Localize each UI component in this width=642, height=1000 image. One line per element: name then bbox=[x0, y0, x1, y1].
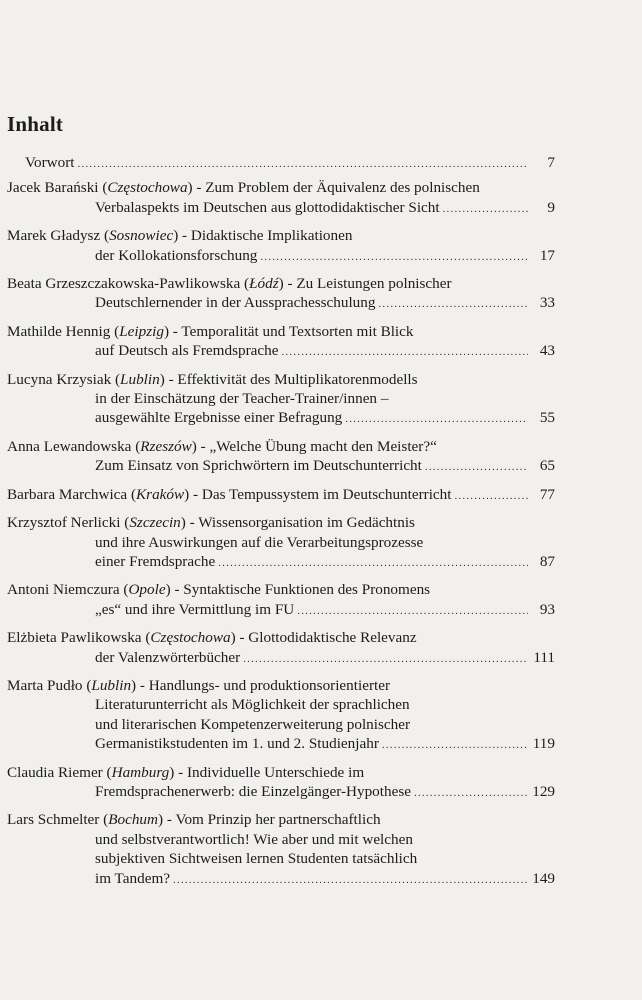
entry-title-line: und literarischen Kompetenzerweiterung polnischer bbox=[95, 715, 411, 733]
toc-line bbox=[7, 178, 555, 197]
page-number: 9 bbox=[547, 198, 555, 216]
entry-title-line: der Valenzwörterbücher bbox=[95, 648, 241, 666]
entry-title-line: - Individuelle Unterschiede im bbox=[178, 763, 365, 781]
author-city: Częstochowa bbox=[150, 629, 231, 647]
entry-title-line: - Das Tempussystem im Deutschunterricht bbox=[193, 485, 452, 503]
page-number: 87 bbox=[539, 552, 555, 570]
page-number: 93 bbox=[539, 600, 555, 618]
toc-line bbox=[7, 153, 555, 174]
author-name: Lucyna Krzysiak bbox=[7, 370, 112, 388]
page-number: 7 bbox=[547, 154, 555, 171]
author-name: Marta Pudło bbox=[7, 676, 83, 694]
dot-leader bbox=[78, 155, 529, 174]
toc-line bbox=[7, 274, 555, 293]
dot-leader bbox=[414, 784, 528, 803]
toc-line bbox=[7, 734, 555, 755]
toc-line bbox=[7, 676, 555, 695]
author-city: Częstochowa bbox=[107, 179, 188, 197]
author-name: Barbara Marchwica bbox=[7, 485, 128, 503]
author-name: Mathilde Hennig bbox=[7, 322, 111, 340]
entry-title-line: im Tandem? bbox=[95, 869, 170, 887]
entry-title-line: Zum Einsatz von Sprichwörtern im Deutschunterricht bbox=[95, 457, 422, 475]
author-city: Lublin bbox=[120, 370, 160, 388]
toc-line bbox=[7, 370, 555, 389]
entry-title-line: und selbstverantwortlich! Wie aber und mit welchen bbox=[95, 830, 413, 848]
entry-title-line: ausgewählte Ergebnisse einer Befragung bbox=[95, 409, 343, 427]
dot-leader bbox=[378, 295, 528, 314]
toc-line bbox=[7, 408, 555, 429]
entry-heading: Marta Pudło (Lublin) - Handlungs- und produktionsorientierter bbox=[7, 676, 391, 694]
page-number: 55 bbox=[539, 409, 555, 427]
toc-line bbox=[7, 869, 555, 890]
entry-title-line: - Handlungs- und produktionsorientierter bbox=[139, 676, 391, 694]
author-city: Sosnowiec bbox=[109, 227, 174, 245]
page-number: 111 bbox=[533, 648, 555, 666]
author-name: Jacek Barański bbox=[7, 179, 99, 197]
author-city: Leipzig bbox=[119, 322, 164, 340]
toc-line bbox=[7, 322, 555, 341]
page-number: 119 bbox=[532, 735, 555, 753]
toc-line bbox=[7, 513, 555, 532]
dot-leader bbox=[443, 200, 528, 219]
entry-heading: Jacek Barański (Częstochowa) - Zum Problem der Äquivalenz des polnischen bbox=[7, 179, 480, 197]
entry-title-line: - „Welche Übung macht den Meister?“ bbox=[200, 437, 437, 455]
entry-heading: Lucyna Krzysiak (Lublin) - Effektivität des Multiplikatorenmodells bbox=[7, 370, 418, 388]
dot-leader bbox=[297, 602, 528, 621]
dot-leader bbox=[345, 410, 528, 429]
author-city: Lublin bbox=[91, 676, 132, 694]
author-name: Beata Grzeszczakowska-Pawlikowska bbox=[7, 275, 241, 293]
toc-line bbox=[7, 600, 555, 621]
author-name: Marek Gładysz bbox=[7, 227, 101, 245]
page-title: Inhalt bbox=[7, 112, 64, 136]
author-name: Krzysztof Nerlicki bbox=[7, 514, 121, 532]
toc-line bbox=[7, 293, 555, 314]
author-city: Kraków bbox=[136, 485, 185, 503]
toc-line bbox=[7, 763, 555, 782]
toc-line bbox=[7, 226, 555, 245]
author-city: Łódź bbox=[249, 275, 279, 293]
entry-heading: Marek Gładysz (Sosnowiec) - Didaktische Implikationen bbox=[7, 227, 353, 245]
entry-heading: Mathilde Hennig (Leipzig) - Temporalität und Textsorten mit Blick bbox=[7, 322, 414, 340]
toc-entry bbox=[7, 274, 555, 315]
toc-entry bbox=[7, 513, 555, 573]
toc-line bbox=[7, 849, 555, 868]
author-city: Bochum bbox=[108, 811, 158, 829]
page-number: 65 bbox=[539, 457, 555, 475]
entry-heading: Lars Schmelter (Bochum) - Vom Prinzip her partnerschaftlich bbox=[7, 811, 381, 829]
toc-entry bbox=[7, 676, 555, 756]
entry-title-line: einer Fremdsprache bbox=[95, 552, 216, 570]
author-city: Szczecin bbox=[129, 514, 181, 532]
entry-heading: Barbara Marchwica (Kraków) - Das Tempussystem im Deutschunterricht bbox=[7, 485, 452, 503]
toc-line bbox=[7, 695, 555, 714]
entry-title-line: - Zu Leistungen polnischer bbox=[287, 275, 452, 293]
dot-leader bbox=[382, 736, 528, 755]
dot-leader bbox=[454, 487, 528, 506]
toc-line bbox=[7, 552, 555, 573]
toc-entry bbox=[7, 437, 555, 478]
toc-line bbox=[7, 533, 555, 552]
dot-leader bbox=[243, 650, 528, 669]
author-city: Hamburg bbox=[111, 763, 170, 781]
entry-title-line: Deutschlernender in der Aussprachesschulung bbox=[95, 294, 376, 312]
table-of-contents bbox=[7, 153, 555, 897]
toc-line bbox=[7, 810, 555, 829]
author-name: Antoni Niemczura bbox=[7, 581, 120, 599]
toc-entry bbox=[7, 485, 555, 506]
toc-line bbox=[7, 830, 555, 849]
toc-entry bbox=[7, 628, 555, 669]
toc-line bbox=[7, 246, 555, 267]
entry-heading: Anna Lewandowska (Rzeszów) - „Welche Übung macht den Meister?“ bbox=[7, 437, 437, 455]
dot-leader bbox=[260, 248, 528, 267]
page-number: 129 bbox=[532, 782, 555, 800]
toc-line bbox=[7, 648, 555, 669]
toc-line bbox=[7, 389, 555, 408]
toc-entry bbox=[7, 178, 555, 219]
entry-title-line: der Kollokationsforschung bbox=[95, 246, 258, 264]
entry-title-line: Germanistikstudenten im 1. und 2. Studienjahr bbox=[95, 735, 379, 753]
toc-line bbox=[7, 715, 555, 734]
toc-line bbox=[7, 628, 555, 647]
entry-title-line: Literaturunterricht als Möglichkeit der sprachlichen bbox=[95, 696, 410, 714]
toc-entry bbox=[7, 322, 555, 363]
entry-title-line: - Syntaktische Funktionen des Pronomens bbox=[174, 581, 431, 599]
author-name: Elżbieta Pawlikowska bbox=[7, 629, 142, 647]
toc-entry-vorwort bbox=[7, 153, 555, 174]
dot-leader bbox=[281, 343, 528, 362]
author-name: Lars Schmelter bbox=[7, 811, 100, 829]
dot-leader bbox=[173, 871, 528, 890]
entry-title-line: - Vom Prinzip her partnerschaftlich bbox=[166, 811, 381, 829]
toc-line bbox=[7, 485, 555, 506]
author-name: Anna Lewandowska bbox=[7, 437, 132, 455]
toc-entry bbox=[7, 226, 555, 267]
page-number: 77 bbox=[539, 485, 555, 503]
entry-title: Vorwort bbox=[25, 154, 75, 171]
toc-line bbox=[7, 782, 555, 803]
toc-entry bbox=[7, 810, 555, 890]
entry-title-line: auf Deutsch als Fremdsprache bbox=[95, 342, 279, 360]
entry-heading: Beata Grzeszczakowska-Pawlikowska (Łódź) - Zu Leistungen polnischer bbox=[7, 275, 452, 293]
entry-title-line: - Glottodidaktische Relevanz bbox=[239, 629, 417, 647]
toc-entry bbox=[7, 763, 555, 804]
entry-title-line: - Wissensorganisation im Gedächtnis bbox=[189, 514, 415, 532]
entry-title-line: „es“ und ihre Vermittlung im FU bbox=[95, 600, 295, 618]
entry-heading: Elżbieta Pawlikowska (Częstochowa) - Glottodidaktische Relevanz bbox=[7, 629, 417, 647]
toc-line bbox=[7, 341, 555, 362]
author-city: Rzeszów bbox=[140, 437, 192, 455]
entry-title-line: - Didaktische Implikationen bbox=[182, 227, 353, 245]
entry-title-line: Fremdsprachenerwerb: die Einzelgänger-Hypothese bbox=[95, 782, 411, 800]
toc-line bbox=[7, 198, 555, 219]
entry-heading: Krzysztof Nerlicki (Szczecin) - Wissensorganisation im Gedächtnis bbox=[7, 514, 415, 532]
entry-title-line: subjektiven Sichtweisen lernen Studenten tatsächlich bbox=[95, 850, 418, 868]
page-number: 149 bbox=[532, 869, 555, 887]
entry-title-line: - Zum Problem der Äquivalenz des polnischen bbox=[196, 179, 480, 197]
page-number: 43 bbox=[539, 342, 555, 360]
entry-title-line: in der Einschätzung der Teacher-Trainer/innen – bbox=[95, 390, 389, 408]
toc-entry bbox=[7, 580, 555, 621]
entry-title-line: Verbalaspekts im Deutschen aus glottodidaktischer Sicht bbox=[95, 198, 440, 216]
entry-title-line: und ihre Auswirkungen auf die Verarbeitungsprozesse bbox=[95, 533, 424, 551]
page-number: 17 bbox=[539, 246, 555, 264]
toc-line bbox=[7, 437, 555, 456]
entry-title-line: - Effektivität des Multiplikatorenmodells bbox=[168, 370, 418, 388]
dot-leader bbox=[218, 554, 528, 573]
entry-title-line: - Temporalität und Textsorten mit Blick bbox=[172, 322, 414, 340]
page-number: 33 bbox=[539, 294, 555, 312]
entry-heading: Antoni Niemczura (Opole) - Syntaktische Funktionen des Pronomens bbox=[7, 581, 431, 599]
author-city: Opole bbox=[128, 581, 166, 599]
toc-entry bbox=[7, 370, 555, 430]
toc-line bbox=[7, 456, 555, 477]
author-name: Claudia Riemer bbox=[7, 763, 103, 781]
entry-heading: Claudia Riemer (Hamburg) - Individuelle Unterschiede im bbox=[7, 763, 365, 781]
dot-leader bbox=[425, 458, 528, 477]
toc-line bbox=[7, 580, 555, 599]
